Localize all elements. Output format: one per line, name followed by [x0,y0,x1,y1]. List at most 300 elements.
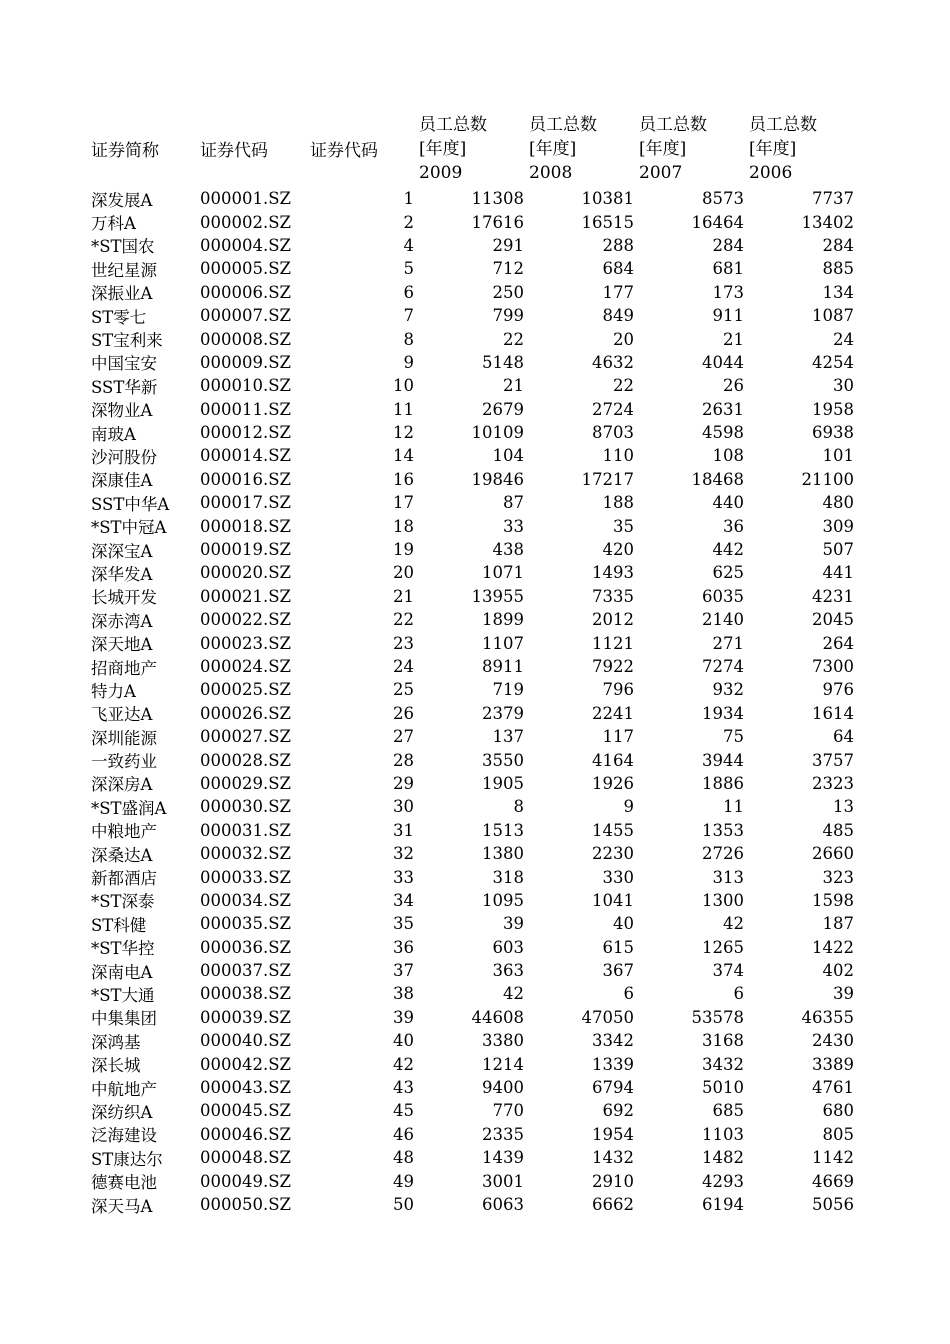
table-cell: ST零七 [91,307,147,327]
table-cell: 4044 [702,352,744,372]
table-cell: 1455 [592,820,634,840]
table-row [87,421,857,444]
table-cell: 泛海建设 [91,1126,157,1146]
table-cell: 2230 [592,844,634,864]
table-cell: 000045.SZ [200,1101,291,1121]
table-cell: 4231 [812,586,854,606]
table-cell: 深华发A [91,564,153,584]
table-cell: 7335 [592,586,634,606]
table-cell: 000030.SZ [200,797,291,817]
table-row [87,327,857,350]
header-line: 2006 [749,163,793,183]
table-cell: 1513 [482,820,524,840]
table-cell: 19846 [471,469,524,489]
table-cell: 16464 [691,212,744,232]
table-cell: 1339 [592,1054,634,1074]
table-cell: 18468 [691,469,744,489]
table-cell: 4 [403,235,414,255]
table-cell: 6662 [592,1194,634,1214]
table-cell: 000016.SZ [200,469,291,489]
header-name-label: 证券简称 [91,141,159,161]
table-cell: 一致药业 [91,752,157,772]
table-cell: 2660 [812,844,854,864]
table-cell: *ST深泰 [91,892,155,912]
table-cell: 招商地产 [91,658,157,678]
table-cell: 291 [492,235,524,255]
table-cell: 000027.SZ [200,727,291,747]
table-cell: 11 [393,399,414,419]
table-cell: 323 [822,867,854,887]
table-row [87,865,857,888]
table-cell: 1614 [812,703,854,723]
table-cell: 38 [393,984,414,1004]
table-cell: 1439 [482,1148,524,1168]
table-cell: 6063 [482,1194,524,1214]
table-cell: 000039.SZ [200,1007,291,1027]
table-cell: 深天马A [91,1196,153,1216]
table-cell: 中国宝安 [91,354,157,374]
table-cell: 805 [822,1124,854,1144]
table-cell: 712 [492,259,524,279]
table-cell: 49 [393,1171,414,1191]
table-cell: 000022.SZ [200,610,291,630]
table-cell: 32 [393,844,414,864]
table-cell: 507 [822,540,854,560]
header-line: [年度] [419,139,467,159]
table-row [87,1006,857,1029]
table-cell: 21 [393,586,414,606]
table-row [87,889,857,912]
table-cell: 46 [393,1124,414,1144]
table-cell: 137 [492,727,524,747]
table-cell: 000001.SZ [200,189,291,209]
table-cell: 22 [613,376,634,396]
table-row [87,491,857,514]
table-cell: 000040.SZ [200,1031,291,1051]
table-cell: 深深宝A [91,541,153,561]
spreadsheet [87,113,857,1216]
table-cell: 3342 [592,1031,634,1051]
table-cell: 480 [822,493,854,513]
table-cell: 000009.SZ [200,352,291,372]
table-row [87,444,857,467]
table-cell: 42 [503,984,524,1004]
table-cell: 1432 [592,1148,634,1168]
table-cell: 8573 [702,189,744,209]
table-cell: 000031.SZ [200,820,291,840]
table-cell: 108 [712,446,744,466]
table-cell: 4761 [812,1078,854,1098]
table-cell: 深深房A [91,775,153,795]
table-cell: 德赛电池 [91,1173,157,1193]
header-cell-code-num [307,113,417,187]
table-cell: 8 [403,329,414,349]
table-cell: 1353 [702,820,744,840]
table-cell: 110 [602,446,634,466]
table-cell: 深赤湾A [91,611,153,631]
table-cell: 000005.SZ [200,259,291,279]
table-cell: 7274 [702,657,744,676]
table-cell: 6035 [702,586,744,606]
table-cell: 9400 [482,1078,524,1098]
table-cell: 中航地产 [91,1079,157,1099]
table-cell: 000018.SZ [200,516,291,536]
table-cell: 117 [602,727,634,747]
table-cell: 长城开发 [91,588,157,608]
table-cell: 5010 [702,1078,744,1098]
table-cell: 4669 [812,1171,854,1191]
table-cell: 1905 [482,773,524,793]
table-cell: 284 [712,235,744,255]
table-cell: 5056 [812,1194,854,1214]
table-cell: 1041 [592,890,634,910]
table-cell: 13402 [801,212,854,232]
table-cell: 17616 [471,212,524,232]
table-cell: 441 [822,563,854,583]
table-cell: 1095 [482,890,524,910]
table-cell: 684 [602,259,634,279]
header-cell-2009 [417,113,527,187]
table-cell: 2910 [592,1171,634,1191]
table-cell: 5148 [482,352,524,372]
table-cell: 615 [602,937,634,957]
table-cell: 2012 [592,610,634,630]
table-cell: 000043.SZ [200,1078,291,1098]
table-cell: 33 [503,516,524,536]
table-cell: *ST国农 [91,237,155,257]
table-cell: 1 [403,189,414,209]
table-cell: 39 [503,914,524,934]
table-cell: 7 [403,306,414,326]
table-row [87,608,857,631]
table-cell: 深南电A [91,962,153,982]
table-row [87,1123,857,1146]
table-cell: 深发展A [91,190,153,210]
table-row [87,678,857,701]
table-cell: 885 [822,259,854,279]
table-row [87,281,857,304]
table-cell: 3757 [812,750,854,770]
table-cell: ST宝利来 [91,331,163,351]
table-row [87,702,857,725]
table-cell: 53578 [691,1007,744,1027]
table-cell: 309 [822,516,854,536]
table-cell: 000014.SZ [200,446,291,466]
table-cell: 36 [393,937,414,957]
table-cell: 2045 [812,610,854,630]
header-code-num-label: 证券代码 [310,141,378,161]
table-cell: 187 [822,914,854,934]
table-body [87,187,857,1216]
table-cell: 40 [613,914,634,934]
table-cell: 000037.SZ [200,961,291,981]
table-cell: 18 [393,516,414,536]
table-cell: 000017.SZ [200,493,291,513]
table-cell: 8703 [592,423,634,443]
table-row [87,561,857,584]
table-cell: 000036.SZ [200,937,291,957]
table-cell: 深圳能源 [91,728,157,748]
table-cell: 17 [393,493,414,513]
table-row [87,795,857,818]
table-row [87,819,857,842]
table-cell: 深康佳A [91,471,153,491]
table-cell: 39 [833,984,854,1004]
table-cell: 8911 [482,657,524,676]
table-cell: 42 [393,1054,414,1074]
table-cell: 10 [393,376,414,396]
table-cell: 1899 [482,610,524,630]
table-cell: 318 [492,867,524,887]
table-cell: 000026.SZ [200,703,291,723]
table-cell: 6938 [812,423,854,443]
table-cell: 34 [393,890,414,910]
table-row [87,234,857,257]
table-cell: 23 [393,633,414,653]
header-cell-2007 [637,113,747,187]
table-cell: 31 [393,820,414,840]
table-cell: 45 [393,1101,414,1121]
table-cell: *ST中冠A [91,518,167,538]
table-cell: 深物业A [91,401,153,421]
table-cell: 中集集团 [91,1009,157,1029]
table-cell: 1934 [702,703,744,723]
table-cell: 35 [393,914,414,934]
table-cell: 000011.SZ [200,399,291,419]
table-row [87,257,857,280]
table-cell: 000021.SZ [200,586,291,606]
table-cell: 深鸿基 [91,1032,141,1052]
table-cell: 2140 [702,610,744,630]
table-cell: 3001 [482,1171,524,1191]
table-cell: 5 [403,259,414,279]
table-cell: *ST华控 [91,939,155,959]
table-cell: 000046.SZ [200,1124,291,1144]
table-cell: 363 [492,961,524,981]
table-cell: 1107 [482,633,524,653]
table-cell: 188 [602,493,634,513]
table-cell: 1598 [812,890,854,910]
table-cell: 911 [712,306,744,326]
table-cell: 000023.SZ [200,633,291,653]
header-cell-2008 [527,113,637,187]
table-cell: 6 [403,282,414,302]
table-cell: 1886 [702,773,744,793]
table-cell: SST华新 [91,377,158,397]
table-cell: 1380 [482,844,524,864]
header-line: 员工总数 [749,115,817,135]
table-cell: 1926 [592,773,634,793]
table-row [87,538,857,561]
table-row [87,725,857,748]
table-cell: 21100 [801,469,854,489]
table-cell: 43 [393,1078,414,1098]
table-cell: 7737 [812,189,854,209]
table-cell: 19 [393,540,414,560]
table-cell: 万科A [91,214,136,234]
table-row [87,187,857,210]
table-cell: 000012.SZ [200,423,291,443]
table-cell: 3380 [482,1031,524,1051]
table-cell: 50 [393,1194,414,1214]
table-cell: 深振业A [91,284,153,304]
table-row [87,1029,857,1052]
table-cell: 87 [503,493,524,513]
table-cell: 1958 [812,399,854,419]
table-cell: 849 [602,306,634,326]
table-cell: 177 [602,282,634,302]
table-cell: 000029.SZ [200,773,291,793]
header-line: [年度] [529,139,577,159]
table-cell: 6194 [702,1194,744,1214]
table-cell: 1142 [812,1148,854,1168]
table-cell: 24 [833,329,854,349]
table-cell: 4598 [702,423,744,443]
table-cell: 22 [393,610,414,630]
table-cell: 000035.SZ [200,914,291,934]
table-cell: 3432 [702,1054,744,1074]
table-cell: 000033.SZ [200,867,291,887]
table-row [87,631,857,654]
table-cell: 932 [712,680,744,700]
table-row [87,468,857,491]
table-cell: 420 [602,540,634,560]
table-cell: 22 [503,329,524,349]
table-cell: 367 [602,961,634,981]
table-row [87,655,857,678]
table-cell: 40 [393,1031,414,1051]
table-cell: 1071 [482,563,524,583]
table-cell: 6 [623,984,634,1004]
table-cell: 000019.SZ [200,540,291,560]
table-cell: 173 [712,282,744,302]
table-row [87,936,857,959]
table-cell: 沙河股份 [91,448,157,467]
table-cell: 000038.SZ [200,984,291,1004]
table-cell: 770 [492,1101,524,1121]
table-row [87,842,857,865]
header-line: 2008 [529,163,573,183]
table-row [87,1193,857,1216]
table-cell: 深纺织A [91,1102,153,1122]
table-cell: 14 [393,446,414,466]
table-cell: 13 [833,797,854,817]
table-row [87,982,857,1005]
table-cell: 特力A [91,681,136,701]
table-cell: 284 [822,235,854,255]
table-cell: 9 [623,797,634,817]
table-cell: 7300 [812,657,854,676]
table-cell: 8 [513,797,524,817]
table-row [87,398,857,421]
table-cell: ST科健 [91,915,147,935]
table-cell: 11 [723,797,744,817]
table-cell: 374 [712,961,744,981]
header-line: [年度] [639,139,687,159]
table-cell: 1121 [592,633,634,653]
table-cell: 10109 [471,423,524,443]
table-cell: 新都酒店 [91,869,157,889]
table-cell: 29 [393,773,414,793]
table-row [87,304,857,327]
table-cell: 75 [723,727,744,747]
table-row [87,1052,857,1075]
table-cell: 680 [822,1101,854,1121]
table-cell: 4164 [592,750,634,770]
table-cell: *ST盛润A [91,798,167,818]
table-cell: 7922 [592,657,634,676]
table-cell: 104 [492,446,524,466]
table-cell: 250 [492,282,524,302]
table-cell: 1214 [482,1054,524,1074]
table-cell: 11308 [471,189,524,209]
table-cell: 12 [393,423,414,443]
table-cell: 000006.SZ [200,282,291,302]
table-row [87,210,857,233]
table-cell: 976 [822,680,854,700]
table-cell: 2335 [482,1124,524,1144]
table-cell: 440 [712,493,744,513]
table-cell: 1493 [592,563,634,583]
table-cell: 世纪星源 [91,260,157,280]
table-cell: 2241 [592,703,634,723]
table-cell: 2631 [702,399,744,419]
table-cell: 402 [822,961,854,981]
table-cell: 25 [393,680,414,700]
table-cell: 101 [822,446,854,466]
table-row [87,1146,857,1169]
table-row [87,374,857,397]
table-cell: 46355 [801,1007,854,1027]
table-cell: 4254 [812,352,854,372]
table-cell: 深天地A [91,635,153,655]
table-row [87,1076,857,1099]
table-cell: 000050.SZ [200,1194,291,1214]
table-cell: 3168 [702,1031,744,1051]
table-cell: 000004.SZ [200,235,291,255]
table-cell: 134 [822,282,854,302]
table-cell: 799 [492,306,524,326]
table-row [87,585,857,608]
table-cell: 330 [602,867,634,887]
header-line: 2009 [419,163,463,183]
table-cell: 20 [393,563,414,583]
table-row [87,748,857,771]
table-cell: 1265 [702,937,744,957]
table-cell: 000024.SZ [200,657,291,676]
table-cell: 26 [723,376,744,396]
table-row [87,772,857,795]
table-cell: *ST大通 [91,985,155,1005]
table-row [87,514,857,537]
table-cell: 13955 [471,586,524,606]
header-line: [年度] [749,139,797,159]
table-cell: 1422 [812,937,854,957]
table-cell: 271 [712,633,744,653]
table-cell: 438 [492,540,524,560]
table-cell: 48 [393,1148,414,1168]
table-cell: 30 [833,376,854,396]
table-cell: 26 [393,703,414,723]
table-cell: 1300 [702,890,744,910]
table-cell: 796 [602,680,634,700]
table-cell: 17217 [581,469,634,489]
table-cell: 2724 [592,399,634,419]
table-cell: 10381 [581,189,634,209]
table-cell: 9 [403,352,414,372]
table-cell: 000007.SZ [200,306,291,326]
table-cell: 南玻A [91,424,136,444]
